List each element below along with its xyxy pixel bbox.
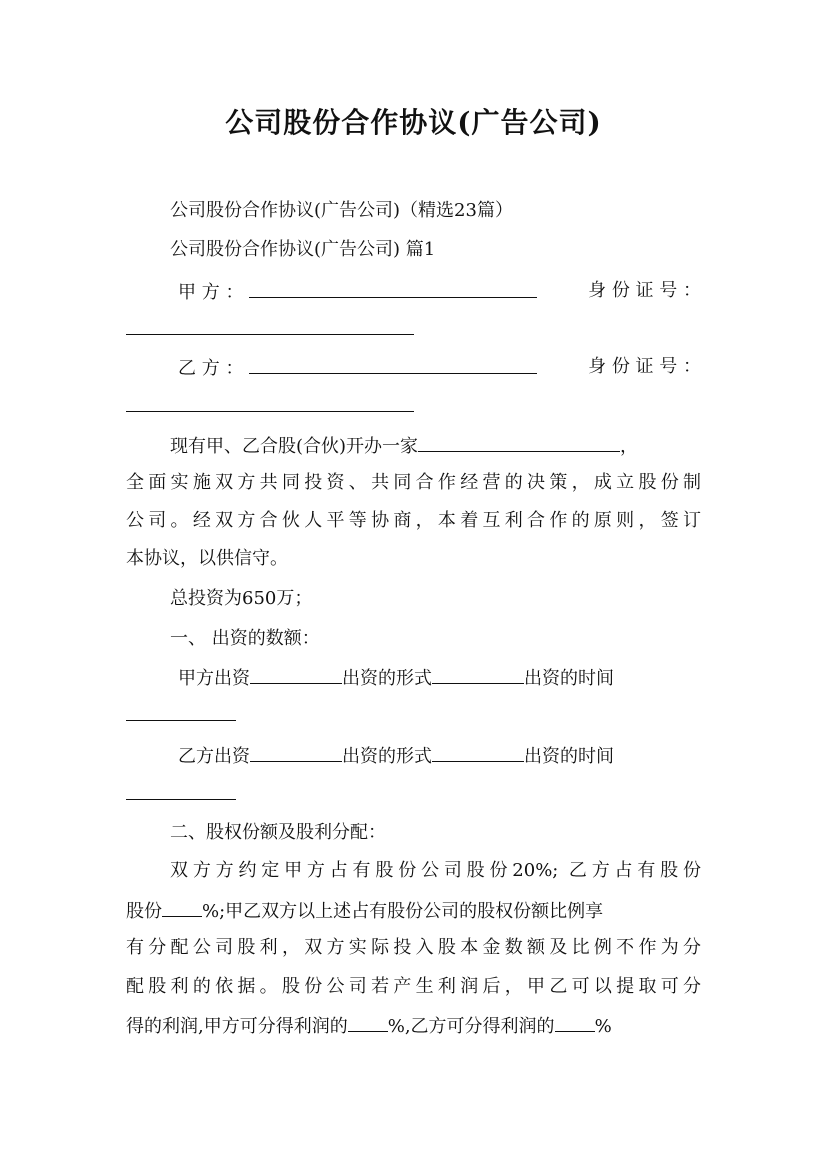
p2-shares-label: 股份 (126, 901, 162, 922)
party-a-blank (249, 279, 537, 298)
party-b-blank (249, 355, 537, 374)
time-label-b: 出资的时间 (524, 746, 614, 767)
id-blank-b (126, 393, 414, 412)
p1-text: 现有甲、乙合股(合伙)开办一家 (170, 436, 419, 457)
id-blank-a-line (126, 316, 701, 342)
total-investment: 总投资为650万； (170, 588, 313, 609)
id-blank-a (126, 316, 414, 335)
id-label-a: 身 份 证 号 ： (588, 280, 701, 301)
time-label-a: 出资的时间 (524, 668, 614, 689)
subtitle-line: 公司股份合作协议(广告公司)（精选23篇） (170, 200, 513, 221)
id-label-b: 身 份 证 号 ： (588, 356, 701, 377)
company-name-blank (418, 433, 620, 452)
time-blank-b-line (126, 781, 701, 807)
time-blank-b (126, 781, 236, 800)
paragraph-1-line-2: 全面实施双方共同投资、共同合作经营的决策，成立股份制 (126, 472, 701, 493)
form-blank-a (432, 665, 524, 684)
party-a-line (178, 279, 701, 305)
paragraph-2-line-5 (126, 1013, 701, 1039)
paragraph-1-line-3: 公司。经双方合伙人平等协商，本着互利合作的原则，签订 (126, 510, 701, 531)
share-percent-blank (162, 898, 202, 917)
party-b-invest-label: 乙方出资 (178, 746, 250, 767)
time-blank-a (126, 702, 236, 721)
paragraph-2-line-4: 配股利的依据。股份公司若产生利润后，甲乙可以提取可分 (126, 976, 701, 997)
paragraph-1-line-4: 本协议，以供信守。 (126, 548, 288, 569)
profit-b-blank (555, 1013, 595, 1032)
form-blank-b (432, 743, 524, 762)
form-label-b: 出资的形式 (342, 746, 432, 767)
section-1-heading: 一、 出资的数额： (170, 628, 320, 649)
p2-profit-b-label: %,乙方可分得利润的 (387, 1016, 555, 1037)
paragraph-2-line-3: 有分配公司股利，双方实际投入股本金数额及比例不作为分 (126, 937, 701, 958)
p2-profit-a-label: 得的利润,甲方可分得利润的 (126, 1016, 348, 1037)
document-title: 公司股份合作协议(广告公司) (225, 106, 602, 139)
profit-a-blank (348, 1013, 388, 1032)
section-2-heading: 二、股权份额及股利分配： (170, 822, 386, 843)
party-b-invest-line (178, 743, 701, 769)
party-b-line (178, 355, 701, 381)
p2-text: %;甲乙双方以上述占有股份公司的股权份额比例享 (202, 901, 604, 922)
p1-comma: ， (620, 436, 639, 457)
party-b-label: 乙 方 ： (178, 358, 244, 379)
form-label-a: 出资的形式 (342, 668, 432, 689)
party-a-label: 甲 方 ： (178, 282, 244, 303)
id-blank-b-line (126, 393, 701, 419)
time-blank-a-line (126, 702, 701, 728)
amount-blank-b (250, 743, 342, 762)
section-heading: 公司股份合作协议(广告公司) 篇1 (170, 239, 436, 260)
party-a-invest-line (178, 665, 701, 691)
amount-blank-a (250, 665, 342, 684)
paragraph-1-line-1 (170, 433, 701, 459)
party-a-invest-label: 甲方出资 (178, 668, 250, 689)
paragraph-2-line-1: 双方方约定甲方占有股份公司股份20%; 乙方占有股份 (170, 860, 701, 881)
paragraph-2-line-2 (126, 898, 701, 924)
p2-percent: % (594, 1016, 612, 1037)
